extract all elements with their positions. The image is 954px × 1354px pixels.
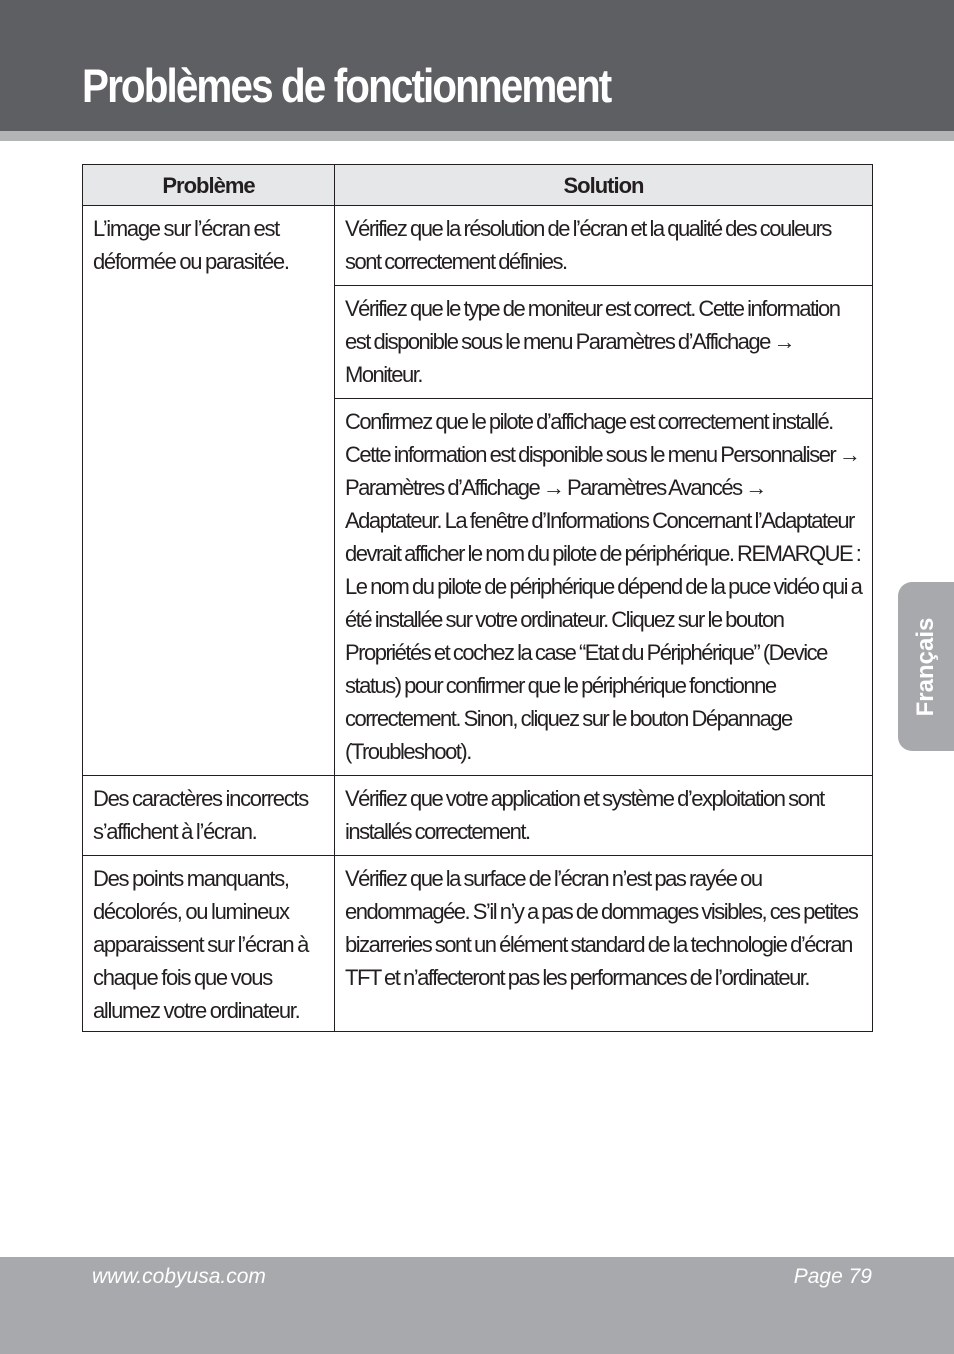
problem-cell: Des points manquants, décolorés, ou lumineux apparaissent sur l’écran à chaque fois que vous allumez votre ordinateur.	[83, 856, 335, 1032]
page-title: Problèmes de fonctionnement	[82, 59, 611, 112]
troubleshooting-table	[82, 164, 873, 1032]
solution-cell: Vérifiez que la résolution de l’écran et la qualité des couleurs sont correctement définies.	[335, 206, 873, 286]
table-row	[83, 856, 873, 1032]
column-header-problem: Problème	[83, 165, 335, 206]
solution-cell: Vérifiez que le type de moniteur est correct. Cette information est disponible sous le menu Paramètres d’Affichage → Moniteur.	[335, 286, 873, 399]
table-row	[83, 776, 873, 856]
table-header-row	[83, 165, 873, 206]
header-divider	[0, 131, 954, 141]
problem-cell: Des caractères incorrects s’affichent à l’écran.	[83, 776, 335, 856]
page-header	[0, 0, 954, 131]
solution-cell: Confirmez que le pilote d’affichage est correctement installé. Cette information est disponible sous le menu Personnaliser → Paramètres d’Affichage → Paramètres Avancés → Adaptateur. La fenêtre d’Informations Concernant l’Adaptateur devrait afficher le nom du pilote de périphérique. REMARQUE : Le nom du pilote de périphérique dépend de la puce vidéo qui a été installée sur votre ordinateur. Cliquez sur le bouton Propriétés et cochez la case “Etat du Périphérique” (Device status) pour confirmer que le périphérique fonctionne correctement. Sinon, cliquez sur le bouton Dépannage (Troubleshoot).	[335, 399, 873, 776]
language-tab[interactable]	[898, 582, 954, 751]
solution-cell: Vérifiez que la surface de l’écran n’est pas rayée ou endommagée. S’il n’y a pas de dommages visibles, ces petites bizarreries sont un élément standard de la technologie d’écran TFT et n’affecteront pas les performances de l’ordinateur.	[335, 856, 873, 1032]
table-row	[83, 206, 873, 286]
page-number: Page 79	[793, 1265, 872, 1288]
column-header-solution: Solution	[335, 165, 873, 206]
footer-url: www.cobyusa.com	[92, 1265, 266, 1288]
problem-cell: L’image sur l’écran est déformée ou parasitée.	[83, 206, 335, 776]
page-footer	[0, 1257, 954, 1354]
language-tab-label: Français	[912, 617, 939, 716]
solution-cell: Vérifiez que votre application et système d’exploitation sont installés correctement.	[335, 776, 873, 856]
